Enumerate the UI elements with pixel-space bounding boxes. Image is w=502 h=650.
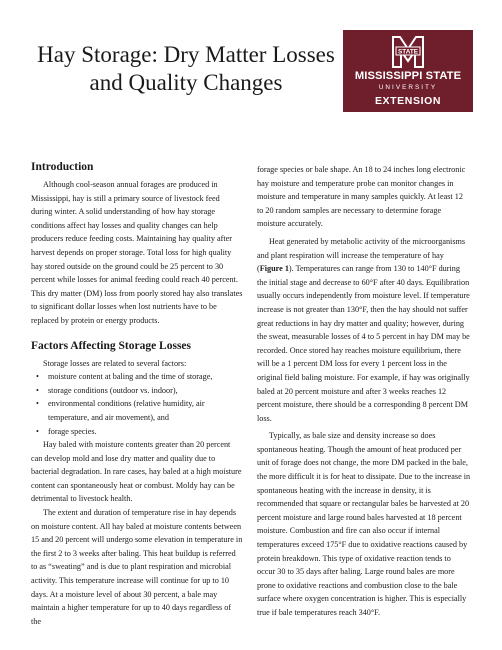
logo-name: MISSISSIPPI STATE xyxy=(354,70,462,82)
factors-lead: Storage losses are related to several factors: xyxy=(43,358,187,368)
msu-m-emblem-icon xyxy=(391,35,425,69)
temperature-paragraph-start: The extent and duration of temperature rise in hay depends on moisture content. All hay baled at moisture contents between 15 and 20 percent will undergo some elevation in temperature in the first 2 to 3 weeks after baling. This heat buildup is referred to as “sweating” and is due to plant respiration and microbial activity. This temperature increase will continue for up to 10 days. At a moisture level of about 30 percent, a bale may maintain a higher temperature for up to 40 days regardless of the xyxy=(31,508,243,626)
heat-text-a: Heat generated by metabolic activity of the microorganisms and plant respiration will increase the temperature of hay ( xyxy=(257,236,466,274)
moisture-mold-paragraph: Hay baled with moisture contents greater than 20 percent can develop mold and lose dry matter and quality due to bacterial degradation. In rare cases, hay baled at a high moisture content can spontaneously heat or combust. Moldy hay can be detrimental to livestock health. xyxy=(31,440,242,504)
introduction-paragraph: Although cool-season annual forages are produced in Mississippi, hay is still a primary source of livestock feed during winter. A solid understanding of how hay storage conditions affect hay losses and quality changes can help producers reduce feeding costs. Maintaining hay quality after harvest depends on proper storage. Total loss for high quality hay stored outside on the ground could be 25 percent to 30 percent while losses for animal feeding could reach 40 percent. This dry matter (DM) loss from poorly stored hay also translates to significant dollar losses when lost nutrients have to be replaced by protein or energy products. xyxy=(31,180,243,325)
page-title: Hay Storage: Dry Matter Losses and Quality Changes xyxy=(37,42,335,95)
introduction-heading: Introduction xyxy=(31,161,94,173)
list-item: • environmental conditions (relative humidity, air temperature, and air movement), and xyxy=(31,397,243,424)
msu-extension-logo xyxy=(343,30,473,112)
logo-extension: EXTENSION xyxy=(374,95,442,107)
list-item: • storage conditions (outdoor vs. indoor), xyxy=(31,384,243,398)
factors-list xyxy=(31,370,243,438)
logo-emblem-text: STATE xyxy=(398,48,418,56)
bale-density-paragraph: Typically, as bale size and density increase so does spontaneous heating. Though the amount of heat produced per unit of forage does not change, the more DM packed in the bale, the more difficult it is for heat to dissipate. Due to the increase in spontaneous heating with the increase in density, it is recommended that square or rectangular bales be harvested at 20 percent moisture and large round bales harvested at 18 percent moisture. Combustion and fire can also occur if internal temperatures exceed 175°F due to oxidative reactions caused by protein breakdown. This type of oxidative reaction tends to occur 30 to 35 days after baling. Large round bales are more prone to oxidative reactions and combustion close to the bale surface where oxygen concentration is higher. This is especially true if bale temperatures reach 340°F. xyxy=(257,431,471,617)
left-column xyxy=(31,161,243,628)
heat-generation-paragraph xyxy=(257,235,471,425)
factors-heading: Factors Affecting Storage Losses xyxy=(31,339,192,352)
right-column xyxy=(257,163,471,620)
figure-1-reference: Figure 1 xyxy=(259,264,289,274)
list-item: • forage species. xyxy=(31,425,243,439)
logo-university: UNIVERSITY xyxy=(378,84,438,91)
list-item: • moisture content at baling and the time of storage, xyxy=(31,370,243,384)
temperature-paragraph-continued: forage species or bale shape. An 18 to 24 inches long electronic hay moisture and temperature probe can monitor changes in moisture and temperature in many samples quickly. At least 12 to 20 random samples are necessary to determine forage moisture accurately. xyxy=(257,165,466,229)
heat-text-b: ). Temperatures can range from 130 to 140°F during the initial stage and decrease to 60°F after 40 days. Equilibration usually occurs independently from moisture level. If temperature increase is not greater than 130°F, then the hay should not suffer great reductions in hay dry matter and quality; however, during the sweat, measurable losses of 4 to 5 percent in hay DM may be recorded. Once stored hay reaches moisture equilibrium, there will be a 1 percent DM loss for every 1 percent loss in the original field baling moisture. For example, if hay was originally baled at 20 percent moisture and after 3 weeks reaches 12 percent moisture, there should be a corresponding 8 percent DM loss. xyxy=(257,264,470,423)
